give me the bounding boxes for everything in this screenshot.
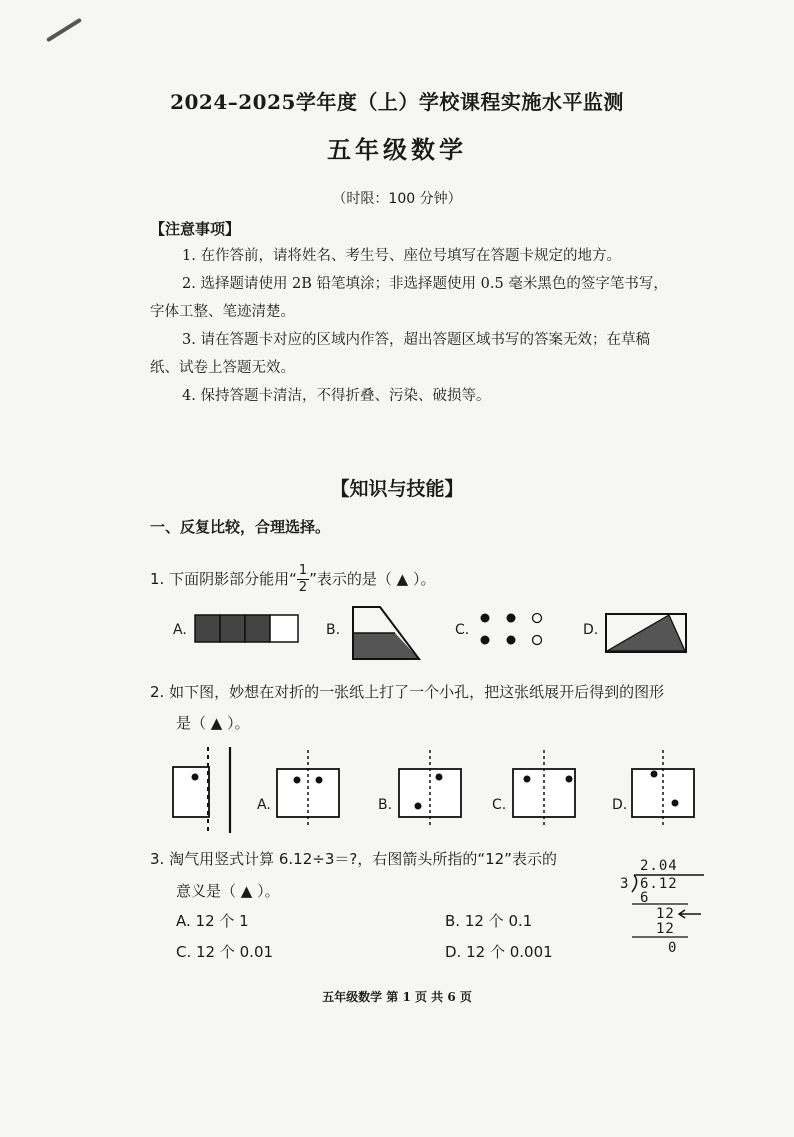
- q2-option-a-label: A.: [257, 797, 271, 813]
- notes-title: 【注意事项】: [150, 220, 241, 238]
- division-dividend: 6.12: [640, 876, 678, 892]
- q2-line-1: 2. 如下图，妙想在对折的一张纸上打了一个小孔，把这张纸展开后得到的图形: [150, 683, 665, 701]
- q2-option-b-figure: [396, 748, 466, 830]
- q3-option-a: A. 12 个 1: [176, 912, 249, 930]
- q2-option-c-figure: [510, 748, 580, 830]
- question-1: [150, 563, 435, 596]
- q1-option-c-figure: [475, 610, 545, 646]
- q1-option-b-label: B.: [326, 622, 341, 638]
- q3-line-1: 3. 淘气用竖式计算 6.12÷3＝?，右图箭头所指的“12”表示的: [150, 850, 557, 868]
- q1-suffix: ”表示的是（ ▲ ）。: [309, 570, 436, 588]
- exam-subject: 五年级数学: [327, 135, 467, 164]
- pen-mark: [46, 18, 82, 43]
- q3-line-2: 意义是（ ▲ ）。: [176, 882, 280, 900]
- q1-option-b-figure: [350, 604, 422, 662]
- fraction-numerator: 1: [298, 563, 308, 578]
- q2-folded-paper-figure: [170, 745, 240, 835]
- q2-option-d-figure: [629, 748, 699, 830]
- q3-option-b: B. 12 个 0.1: [445, 912, 533, 930]
- part-title: 一、反复比较，合理选择。: [150, 518, 331, 536]
- q2-option-c-label: C.: [492, 797, 507, 813]
- arrow-left-icon: [676, 908, 702, 920]
- section-header: 【知识与技能】: [330, 478, 464, 500]
- fraction-denominator: 2: [298, 580, 308, 595]
- q1-option-c-label: C.: [455, 622, 470, 638]
- q1-option-a-label: A.: [173, 622, 187, 638]
- time-limit: （时限：100 分钟）: [332, 191, 462, 207]
- fraction: [297, 563, 309, 596]
- note-3: 3. 请在答题卡对应的区域内作答，超出答题区域书写的答案无效；在草稿: [182, 332, 650, 348]
- q1-prefix: 1. 下面阴影部分能用“: [150, 570, 297, 588]
- q3-option-d: D. 12 个 0.001: [445, 943, 553, 961]
- note-2: 2. 选择题请使用 2B 铅笔填涂；非选择题使用 0.5 毫米黑色的签字笔书写，: [182, 276, 668, 292]
- division-step-1: 6: [640, 890, 649, 906]
- note-2-cont: 字体工整、笔迹清楚。: [150, 304, 295, 320]
- page-footer: 五年级数学 第 1 页 共 6 页: [322, 990, 472, 1004]
- note-4: 4. 保持答题卡清洁，不得折叠、污染、破损等。: [182, 388, 491, 404]
- note-3-cont: 纸、试卷上答题无效。: [150, 360, 295, 376]
- q1-option-d-label: D.: [583, 622, 599, 638]
- q3-option-c: C. 12 个 0.01: [176, 943, 274, 961]
- division-quotient: 2.04: [640, 858, 678, 874]
- division-step-3: 12: [656, 921, 675, 937]
- division-step-2: 12: [656, 906, 675, 922]
- division-remainder: 0: [668, 940, 677, 956]
- q1-option-d-figure: [604, 612, 688, 654]
- q1-option-a-figure: [194, 614, 300, 644]
- q2-line-2: 是（ ▲ ）。: [176, 714, 250, 732]
- q2-option-a-figure: [274, 748, 344, 830]
- note-1: 1. 在作答前，请将姓名、考生号、座位号填写在答题卡规定的地方。: [182, 248, 621, 264]
- q2-option-d-label: D.: [612, 797, 628, 813]
- q2-option-b-label: B.: [378, 797, 393, 813]
- division-divisor: 3: [620, 876, 629, 892]
- exam-title: 2024–2025学年度（上）学校课程实施水平监测: [170, 90, 624, 114]
